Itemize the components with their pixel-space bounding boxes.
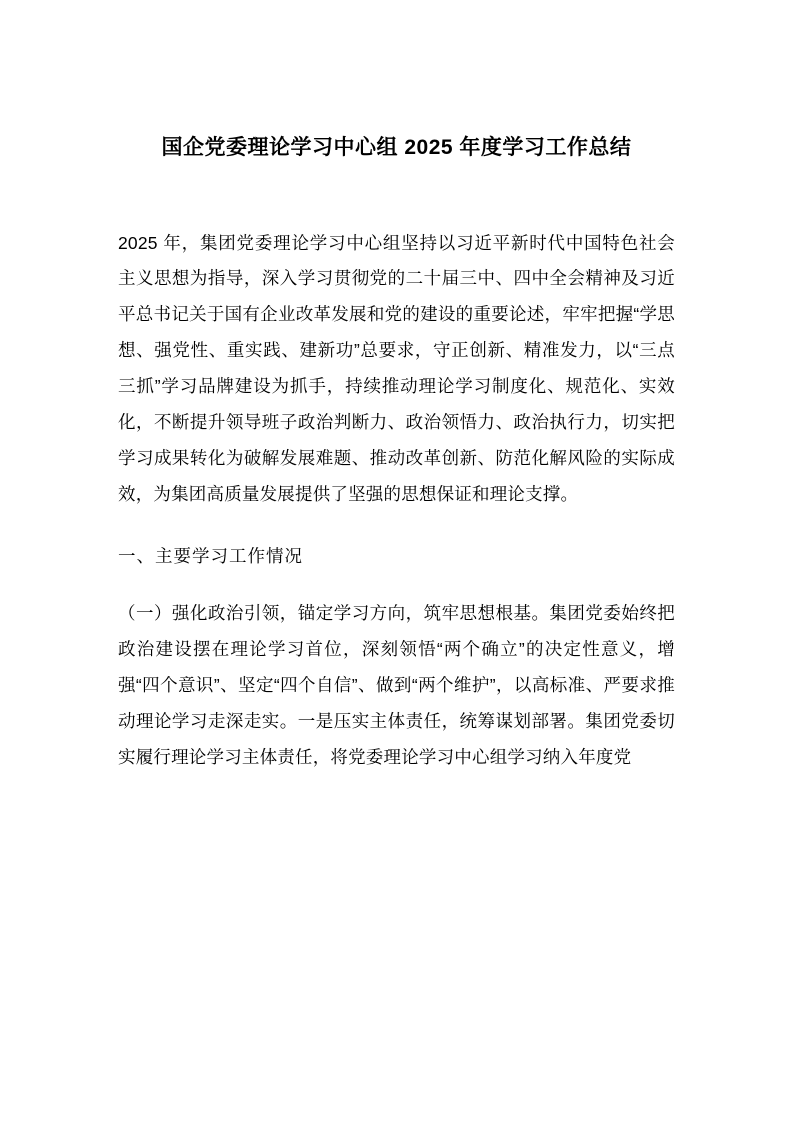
page-title: 国企党委理论学习中心组 2025 年度学习工作总结 bbox=[161, 136, 632, 159]
title-spacer bbox=[118, 164, 675, 226]
section-heading-one: 一、主要学习工作情况 bbox=[118, 545, 303, 566]
paragraph-subsection-one: （一）强化政治引领，锚定学习方向，筑牢思想根基。集团党委始终把政治建设摆在理论学习首位，深刻领悟“两个确立”的决定性意义，增强“四个意识”、坚定“四个自信”、做到“两个维护”，以高标准、严要求推动理论学习走深走实。一是压实主体责任，统筹谋划部署。集团党委切实履行理论学习主体责任，将党委理论学习中心组学习纳入年度党 bbox=[118, 603, 675, 767]
paragraph-opening: 2025 年，集团党委理论学习中心组坚持以习近平新时代中国特色社会主义思想为指导，深入学习贯彻党的二十届三中、四中全会精神及习近平总书记关于国有企业改革发展和党的建设的重要论述，牢牢把握“学思想、强党性、重实践、建新功”总要求，守正创新、精准发力，以“三点三抓”学习品牌建设为抓手，持续推动理论学习制度化、规范化、实效化，不断提升领导班子政治判断力、政治领悟力、政治执行力，切实把学习成果转化为破解发展难题、推动改革创新、防范化解风险的实际成效，为集团高质量发展提供了坚强的思想保证和理论支撑。 bbox=[118, 232, 675, 504]
